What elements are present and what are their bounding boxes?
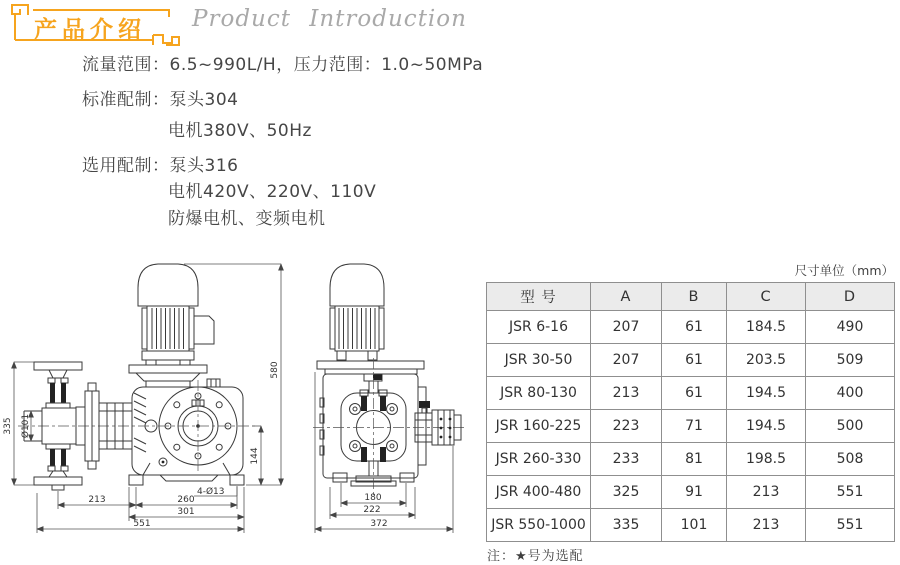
table-header-cell: B <box>662 283 727 311</box>
dim-center-height: 144 <box>250 447 260 465</box>
table-cell: 61 <box>662 377 727 410</box>
table-header-cell: D <box>806 283 895 311</box>
table-cell: 551 <box>806 476 895 509</box>
table-cell: 61 <box>662 344 727 377</box>
table-cell: 551 <box>806 509 895 542</box>
table-cell: JSR 400-480 <box>487 476 591 509</box>
table-row <box>487 476 895 509</box>
dim-width-3: 301 <box>177 507 195 517</box>
table-cell: JSR 6-16 <box>487 311 591 344</box>
table-footnote: 注：★号为选配 <box>487 549 584 564</box>
dim-width-2: 260 <box>177 495 195 505</box>
table-cell: 325 <box>591 476 662 509</box>
table-header-row <box>487 283 895 311</box>
pump-drawing-front-view <box>305 250 480 550</box>
spec-special-motor: 防爆电机、变频电机 <box>168 209 326 229</box>
table-row <box>487 311 895 344</box>
table-cell: 81 <box>662 443 727 476</box>
page-title-en: Product Introduction <box>192 6 467 32</box>
table-cell: 213 <box>591 377 662 410</box>
spec-standard-config: 标准配制：泵头304 <box>82 90 239 110</box>
table-cell: JSR 160-225 <box>487 410 591 443</box>
table-header-cell: A <box>591 283 662 311</box>
page-title-cn: 产品介绍 <box>34 17 146 43</box>
dim-front-width-1: 180 <box>364 493 382 503</box>
dim-front-width-2: 222 <box>363 505 381 515</box>
table-row <box>487 377 895 410</box>
spec-optional-config: 选用配制：泵头316 <box>82 156 239 176</box>
table-row <box>487 443 895 476</box>
table-cell: 184.5 <box>727 311 806 344</box>
table-cell: 508 <box>806 443 895 476</box>
dim-overall-height: 580 <box>270 361 280 379</box>
table-cell: 203.5 <box>727 344 806 377</box>
table-cell: 198.5 <box>727 443 806 476</box>
dim-width-1: 213 <box>88 495 106 505</box>
table-cell: 213 <box>727 476 806 509</box>
spec-flow-pressure-range: 流量范围：6.5~990L/H，压力范围：1.0~50MPa <box>82 55 484 75</box>
dim-width-total: 551 <box>133 519 151 529</box>
table-cell: 500 <box>806 410 895 443</box>
table-unit-note: 尺寸单位（mm） <box>794 263 894 278</box>
table-cell: 91 <box>662 476 727 509</box>
table-cell: JSR 550-1000 <box>487 509 591 542</box>
table-cell: 71 <box>662 410 727 443</box>
dim-front-width-total: 372 <box>370 519 388 529</box>
pump-drawing-side-view <box>0 250 300 550</box>
section-header <box>6 2 196 50</box>
table-header-cell: 型 号 <box>487 283 591 311</box>
table-cell: 490 <box>806 311 895 344</box>
side-valve-fitting <box>415 401 461 445</box>
table-cell: 207 <box>591 344 662 377</box>
table-cell: 101 <box>662 509 727 542</box>
table-cell: 400 <box>806 377 895 410</box>
table-row <box>487 509 895 542</box>
dim-mounting-holes: 4-Ø13 <box>197 487 225 497</box>
dim-pipe-diameter: Ø101 <box>21 413 31 439</box>
motor-side <box>138 264 214 365</box>
table-cell: 194.5 <box>727 377 806 410</box>
motor-front <box>330 264 384 360</box>
dimensions-table <box>486 282 895 542</box>
table-cell: 233 <box>591 443 662 476</box>
spec-optional-motor: 电机420V、220V、110V <box>168 182 377 202</box>
table-cell: JSR 260-330 <box>487 443 591 476</box>
table-cell: 61 <box>662 311 727 344</box>
table-row <box>487 344 895 377</box>
table-cell: JSR 30-50 <box>487 344 591 377</box>
table-cell: 509 <box>806 344 895 377</box>
dim-valve-height: 335 <box>3 417 13 435</box>
table-cell: 335 <box>591 509 662 542</box>
table-cell: 223 <box>591 410 662 443</box>
table-cell: JSR 80-130 <box>487 377 591 410</box>
table-row <box>487 410 895 443</box>
spec-standard-motor: 电机380V、50Hz <box>168 121 312 141</box>
table-cell: 213 <box>727 509 806 542</box>
table-cell: 207 <box>591 311 662 344</box>
table-cell: 194.5 <box>727 410 806 443</box>
motor-flange <box>129 365 207 387</box>
table-header-cell: C <box>727 283 806 311</box>
dimension-lines-left-view <box>3 264 281 533</box>
